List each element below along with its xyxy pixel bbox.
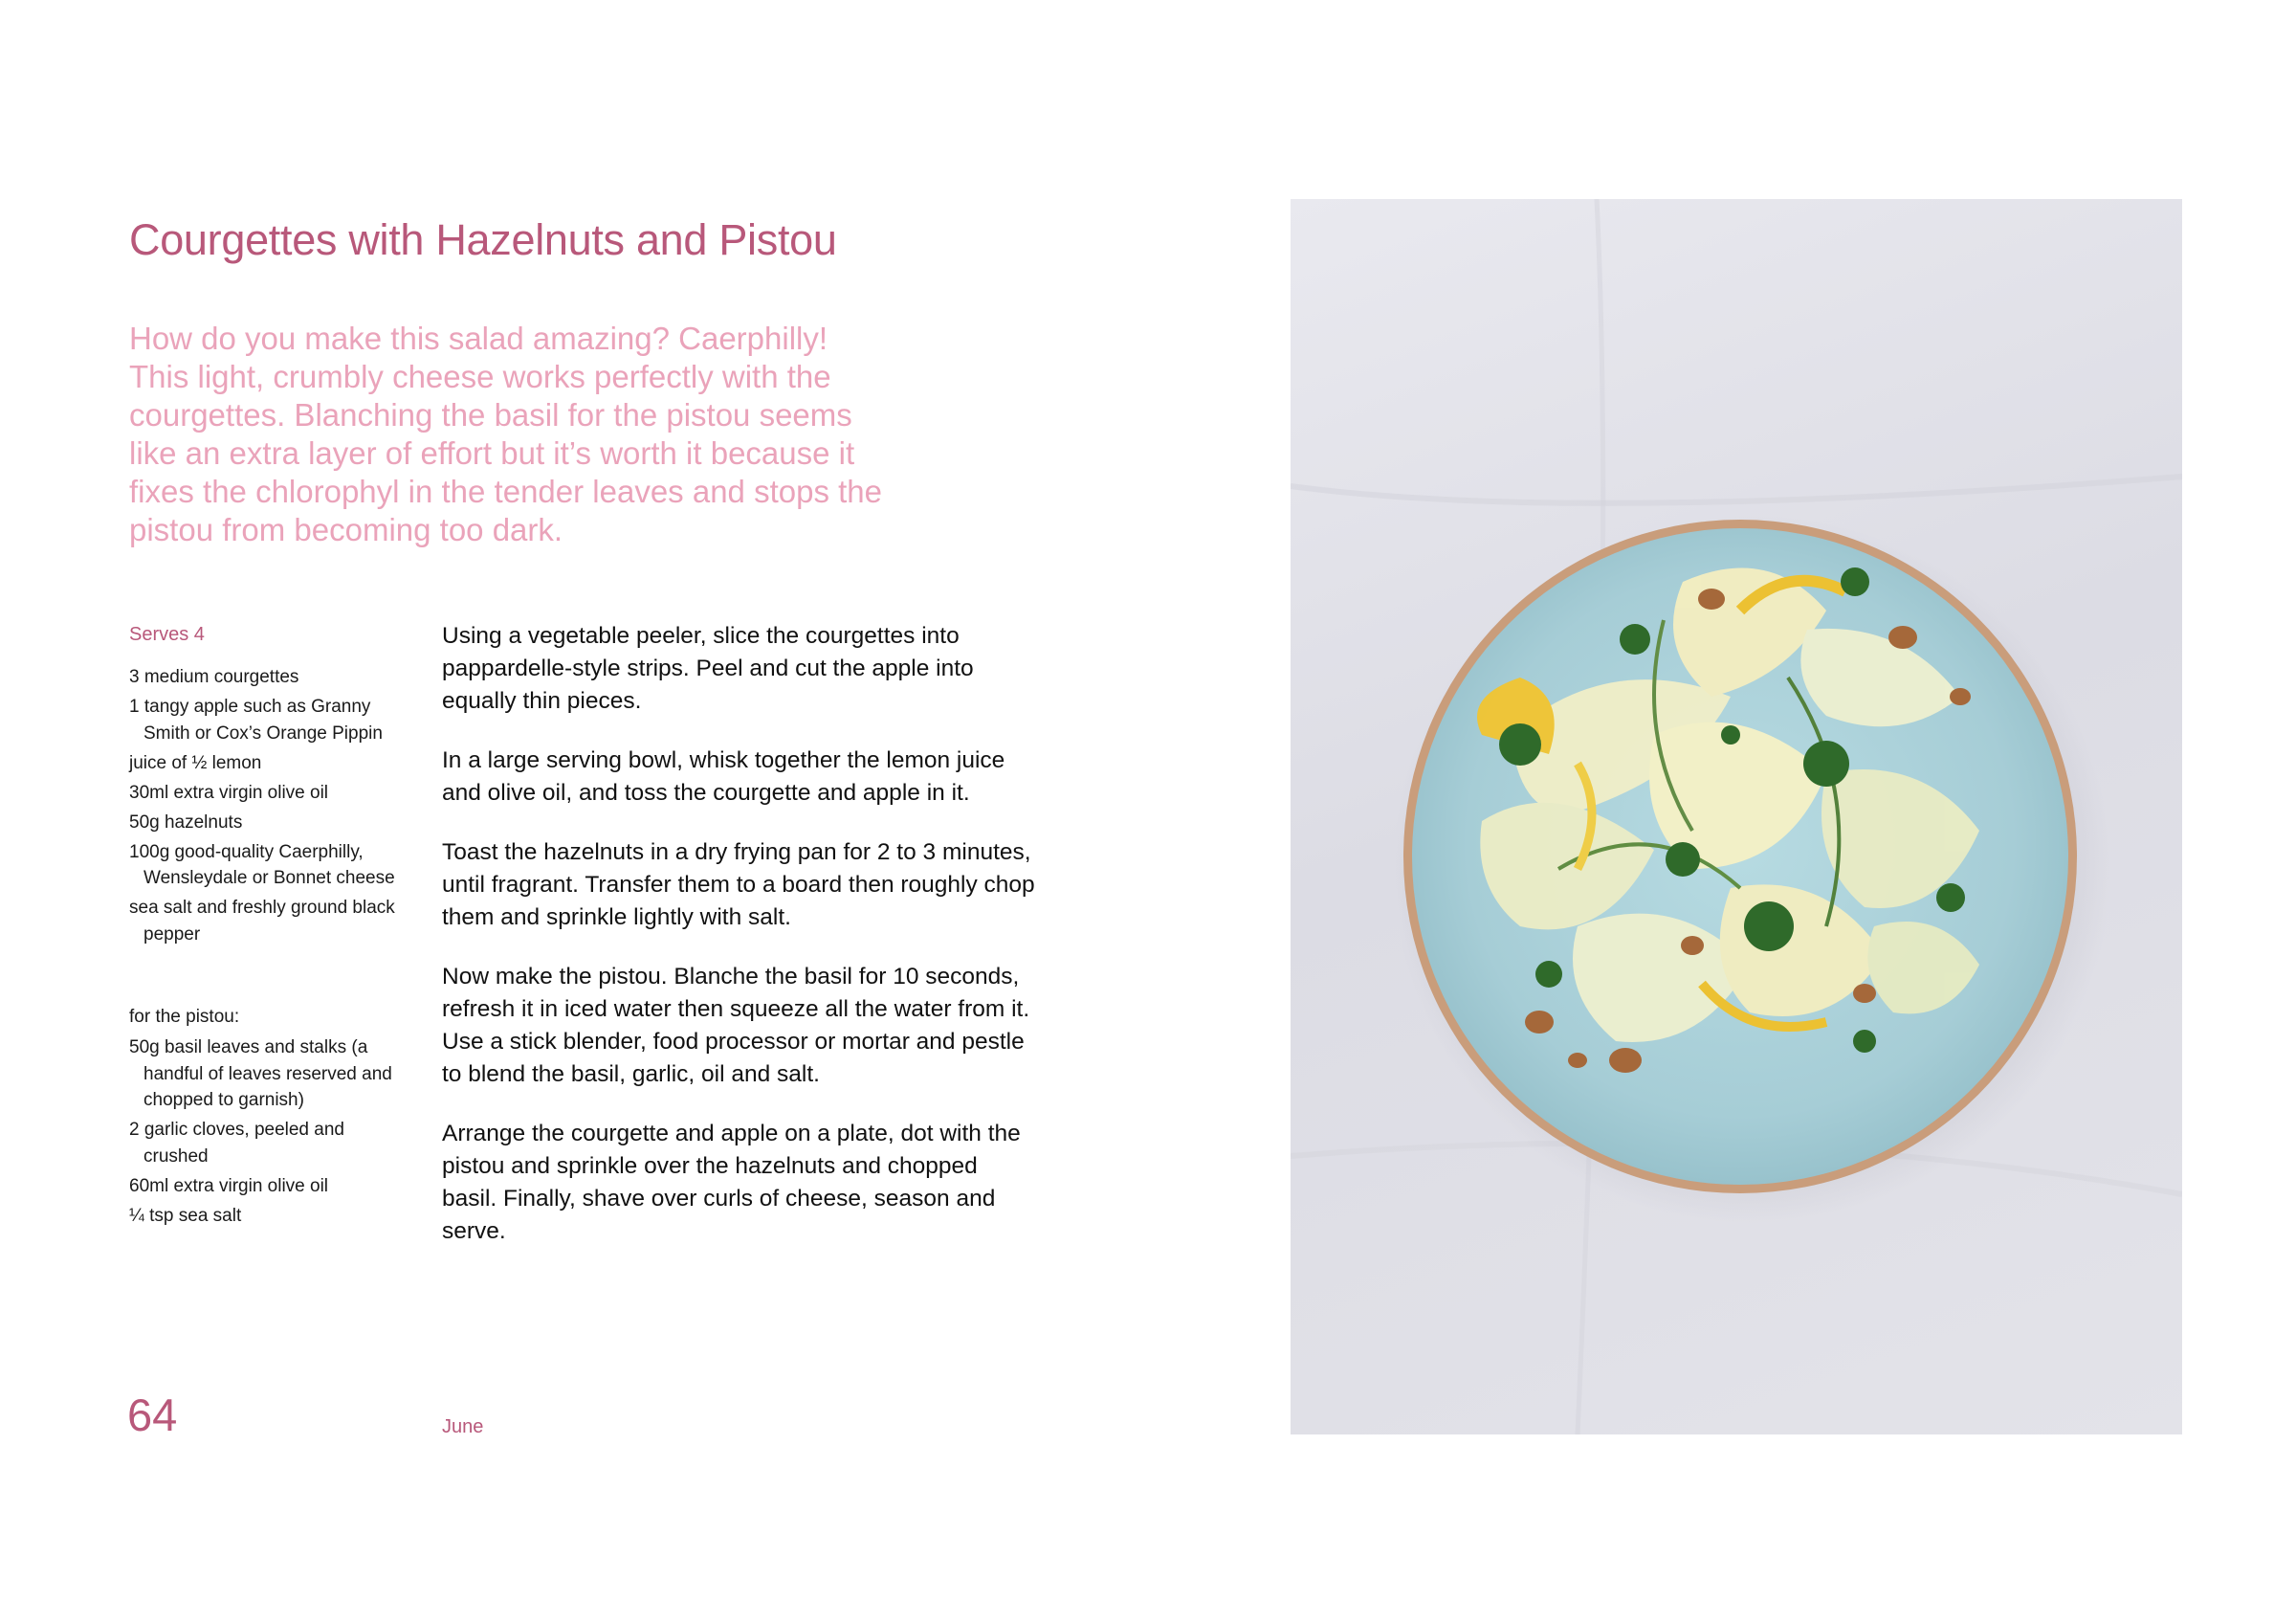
method-step: Toast the hazelnuts in a dry frying pan for 2 to 3 minutes, until fragrant. Transfer them to a board then roughly chop them and sprinkle lightly with salt.	[442, 839, 1035, 930]
ingredient-item: 3 medium courgettes	[129, 667, 299, 687]
ingredient-item: 50g basil leaves and stalks (a handful of leaves reserved and chopped to garnish)	[129, 1037, 392, 1110]
running-footer-month: June	[442, 1416, 484, 1437]
ingredient-item: 60ml extra virgin olive oil	[129, 1175, 329, 1196]
recipe-intro	[129, 320, 914, 549]
dish-photo	[1291, 199, 2182, 1434]
salad-plate-illustration	[1291, 199, 2182, 1434]
pistou-heading: for the pistou:	[129, 1007, 240, 1027]
method-step: Using a vegetable peeler, slice the courgettes into pappardelle-style strips. Peel and cut the apple into equally thin pieces.	[442, 623, 974, 714]
ingredient-item: sea salt and freshly ground black pepper	[129, 898, 395, 945]
intro-line: This light, crumbly cheese works perfectly with the	[129, 359, 831, 394]
ingredient-item: ¼ tsp sea salt	[129, 1205, 242, 1226]
ingredient-item: 2 garlic cloves, peeled and crushed	[129, 1120, 344, 1167]
intro-line: courgettes. Blanching the basil for the pistou seems	[129, 397, 852, 433]
serves-label: Serves 4	[129, 624, 205, 645]
method-step: In a large serving bowl, whisk together the lemon juice and olive oil, and toss the courgette and apple in it.	[442, 747, 1005, 806]
ingredient-item: 50g hazelnuts	[129, 812, 243, 833]
ingredient-item: 100g good-quality Caerphilly, Wensleydale or Bonnet cheese	[129, 841, 395, 888]
method-steps	[442, 620, 1035, 1275]
method-step: Arrange the courgette and apple on a plate, dot with the pistou and sprinkle over the hazelnuts and chopped basil. Finally, shave over curls of cheese, season and serve.	[442, 1121, 1021, 1244]
method-step: Now make the pistou. Blanche the basil for 10 seconds, refresh it in iced water then squeeze all the water from it. Use a stick blender, food processor or mortar and pestle to blend the basil, garlic, oil and salt.	[442, 964, 1030, 1087]
intro-line: How do you make this salad amazing? Caerphilly!	[129, 321, 828, 356]
ingredient-item: 30ml extra virgin olive oil	[129, 782, 329, 803]
page-number: 64	[127, 1390, 178, 1440]
pistou-ingredient-list	[129, 1034, 407, 1233]
ingredient-list	[129, 664, 407, 951]
intro-line: pistou from becoming too dark.	[129, 512, 563, 547]
ingredient-item: 1 tangy apple such as Granny Smith or Cox’s Orange Pippin	[129, 697, 383, 744]
ingredient-item: juice of ½ lemon	[129, 752, 262, 773]
recipe-title: Courgettes with Hazelnuts and Pistou	[129, 215, 837, 265]
intro-line: like an extra layer of effort but it’s worth it because it	[129, 435, 855, 471]
intro-line: fixes the chlorophyl in the tender leaves and stops the	[129, 474, 882, 509]
